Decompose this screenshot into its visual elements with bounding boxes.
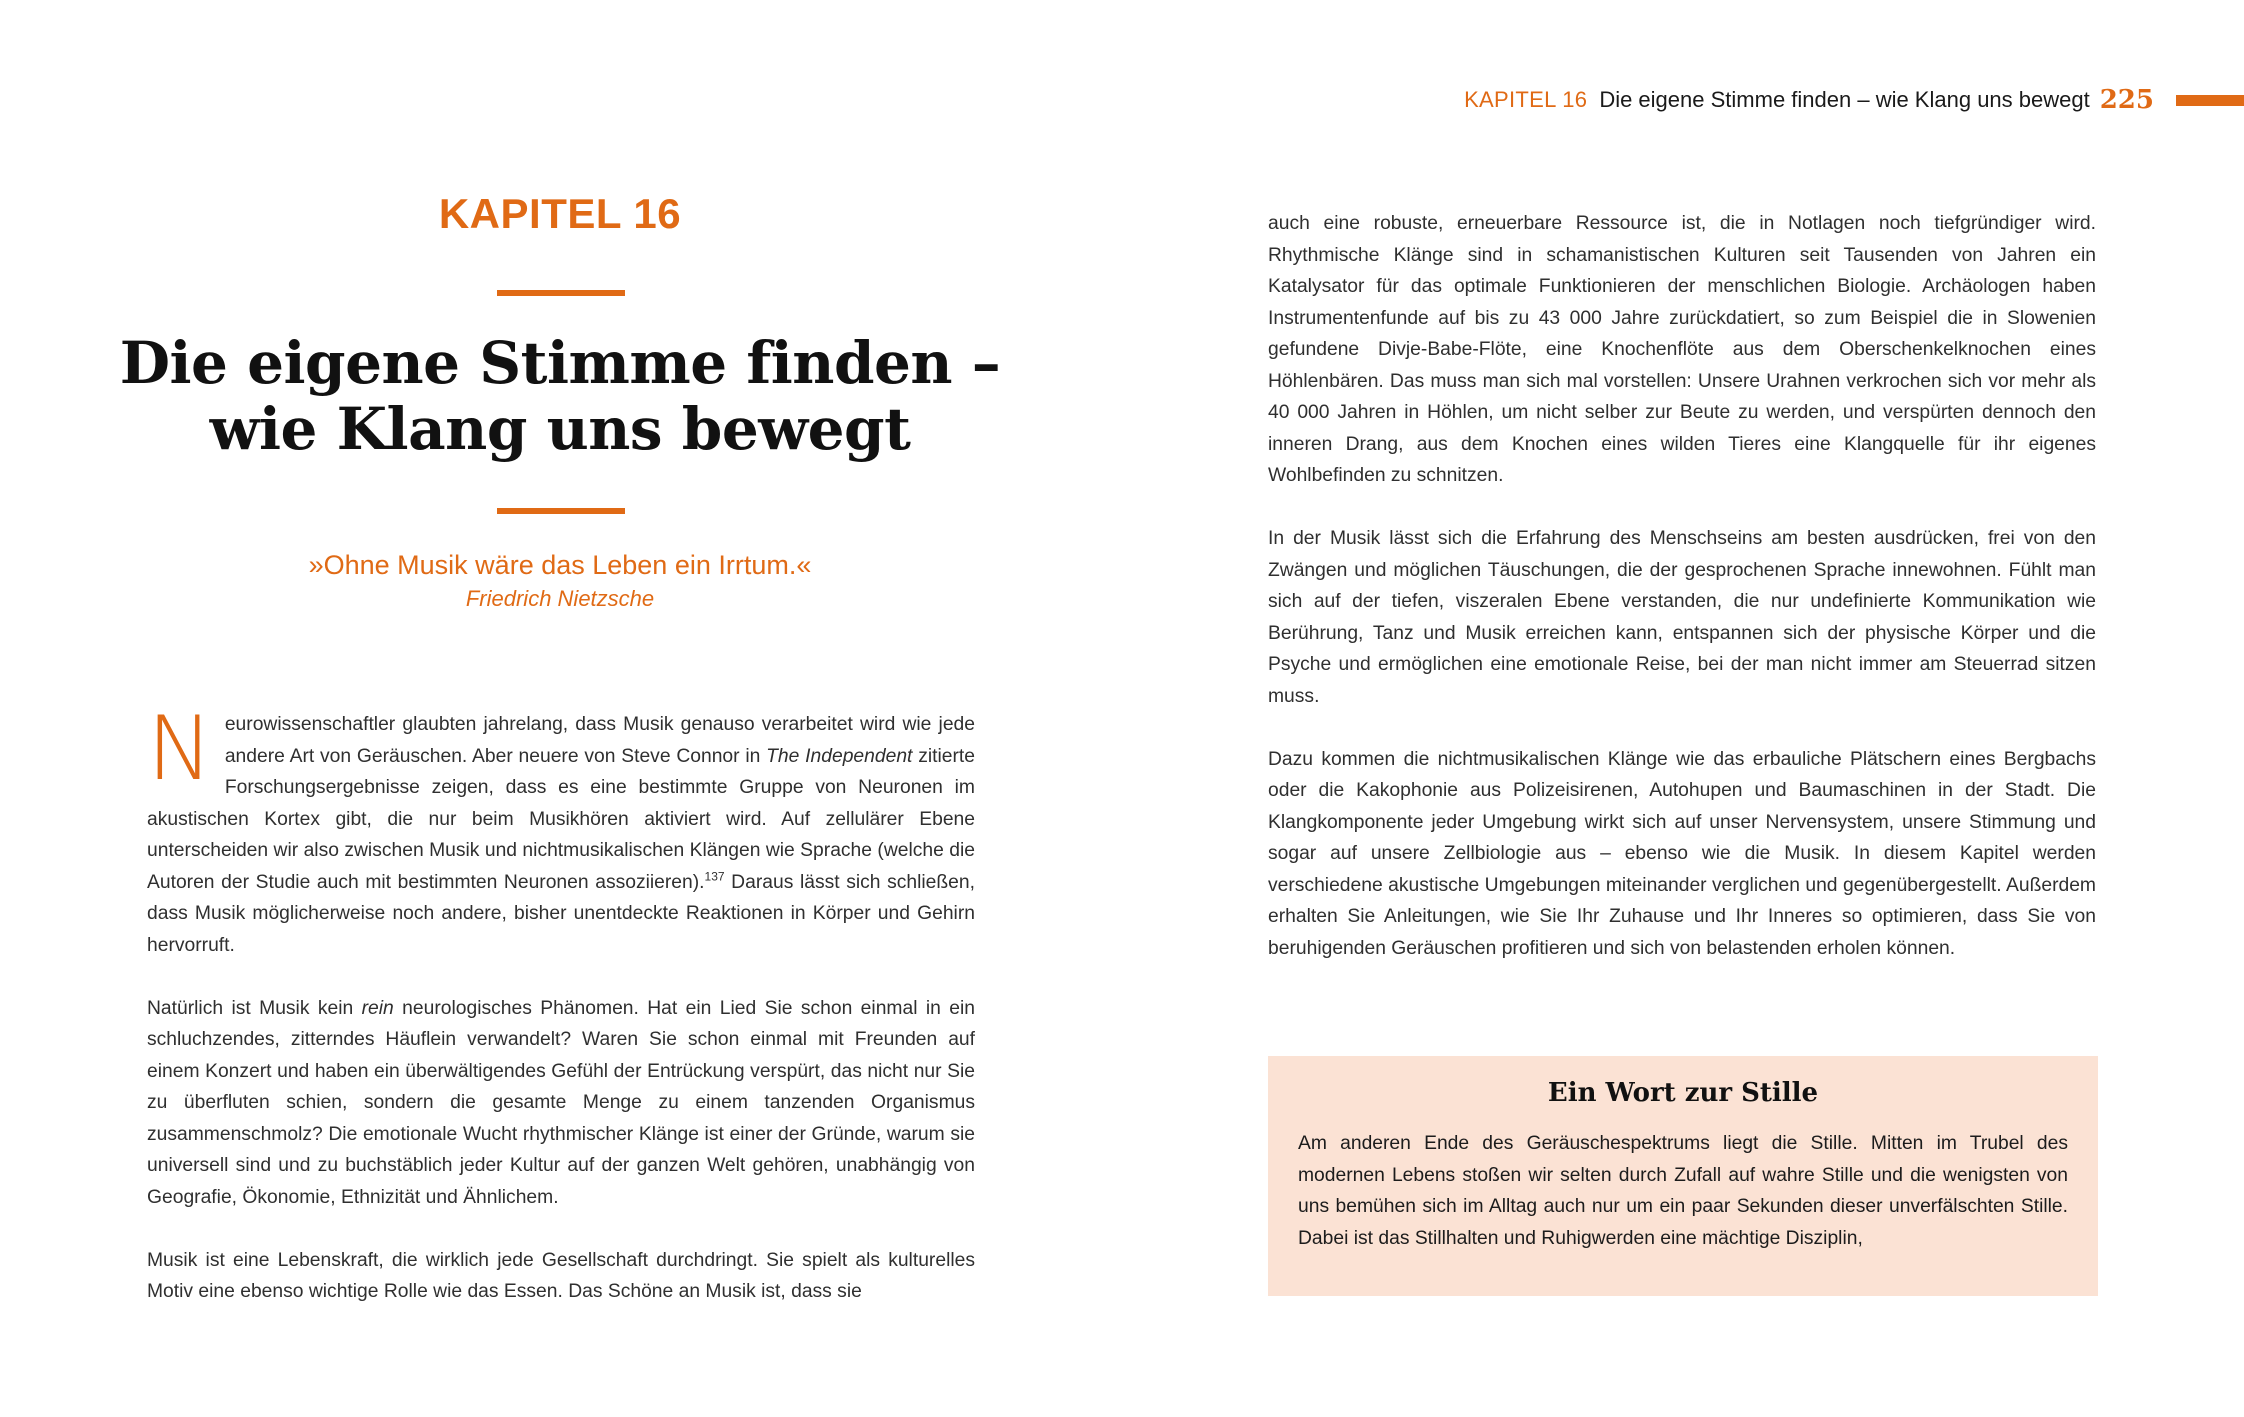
info-box-text: Am anderen Ende des Geräuschespektrums liegt die Stille. Mitten im Trubel des modernen Lebens stoßen wir selten durch Zufall auf wahre Stille und die wenigsten von uns bemühen sich im Alltag auch nur um ein paar Sekunden dieser unverfälschten Stille. Dabei ist das Stillhalten und Ruhigwerden eine mächtige Disziplin, [1298,1133,2068,1249]
footnote-reference: 137 [704,869,725,884]
paragraph-text: Natürlich ist Musik kein [147,997,362,1019]
paragraph: Musik ist eine Lebenskraft, die wirklich jede Gesellschaft durchdringt. Sie spielt als kulturelles Motiv eine ebenso wichtige Rolle wie das Essen. Das Schöne an Musik ist, dass sie [147,1249,975,1302]
paragraph-text: eurowissenschaftler glaubten jahrelang, dass Musik genauso verarbeitet wird wie jede andere Art von Geräuschen. Aber neuere von Steve Connor in [224,714,975,767]
epigraph [200,547,920,615]
paragraph-text: Daraus lässt sich schließen, dass Musik möglicherweise noch andere, bisher unentdeckte Reaktionen in Körper und Gehirn hervorruft. [147,871,975,956]
chapter-title-line-2: wie Klang uns bewegt [209,395,911,463]
chapter-title [100,330,1020,462]
chapter-rule-top [497,290,625,296]
chapter-rule-bottom [497,508,625,514]
emphasis: rein [361,997,394,1019]
drop-cap: N [147,697,213,800]
info-box-title: Ein Wort zur Stille [1547,1078,1819,1108]
left-body-column [147,697,975,1308]
paragraph [147,993,975,1214]
epigraph-author: Friedrich Nietzsche [465,586,655,611]
running-header [1464,82,2244,118]
publication-name: The Independent [766,745,913,767]
paragraph-text: neurologisches Phänomen. Hat ein Lied Sie schon einmal in ein schluchzendes, zitterndes Häuflein verwandelt? Waren Sie schon einmal mit Freunden auf einem Konzert und haben ein überwältigendes Gefühl der Entrückung verspürt, das nicht nur Sie zu überfluten schien, sondern die gesamte Menge zu einem tanzenden Organismus zusammenschmolz? Die emotionale Wucht rhythmischer Klänge ist einer der Gründe, warum sie universell sind und zu buchstäblich jeder Kultur auf der ganzen Welt gehören, unabhängig von Geografie, Ökonomie, Ethnizität und Ähnlichem. [147,997,975,1208]
running-header-title: Die eigene Stimme finden – wie Klang uns bewegt [1599,87,2090,112]
chapter-title-line-1: Die eigene Stimme finden – [119,329,1001,397]
paragraph: auch eine robuste, erneuerbare Ressource ist, die in Notlagen noch tiefgründiger wird. Rhythmische Klänge sind in schamanistischen Kulturen seit Tausenden von Jahren ein Katalysator für das optimale Funktionieren der menschlichen Biologie. Archäologen haben Instrumentenfunde auf bis zu 43 000 Jahre zurückdatiert, so zum Beispiel die in Slowenien gefundene Divje-Babe-Flöte, eine Knochenflöte aus dem Oberschenkelknochen eines Höhlenbären. Das muss man sich mal vorstellen: Unsere Urahnen verkrochen sich vor mehr als 40 000 Jahren in Höhlen, um nicht selber zur Beute zu werden, und verspürten dennoch den inneren Drang, aus dem Knochen eines wilden Tieres eine Klangquelle für ihr eigenes Wohlbefinden zu schnitzen. [1268,213,2096,486]
paragraph: In der Musik lässt sich die Erfahrung des Menschseins am besten ausdrücken, frei von den Zwängen und möglichen Täuschungen, die der gesprochenen Sprache innewohnen. Fühlt man sich auf der tiefen, viszeralen Ebene verstanden, die nur undefinierte Kommunikation wie Berührung, Tanz und Musik erreichen kann, entspannen sich der physische Körper und die Psyche und ermöglichen eine emotionale Reise, bei der man nicht immer am Steuerrad sitzen muss. [1268,528,2096,707]
chapter-label: KAPITEL 16 [438,190,682,237]
paragraph: Dazu kommen die nichtmusikalischen Klänge wie das erbauliche Plätschern eines Bergbachs oder die Kakophonie aus Polizeisirenen, Autohupen und Baumaschinen in der Stadt. Die Klangkomponente jeder Umgebung wirkt sich auf unser Nervensystem, unsere Stimmung und sogar auf unsere Zellbiologie aus – ebenso wie die Musik. In diesem Kapitel werden verschiedene akustische Umgebungen miteinander verglichen und gegenübergestellt. Außerdem erhalten Sie Anleitungen, wie Sie Ihr Zuhause und Ihr Inneres so optimieren, dass Sie von beruhigenden Geräuschen profitieren und sich von belastenden erholen können. [1268,748,2096,959]
epigraph-quote: »Ohne Musik wäre das Leben ein Irrtum.« [308,550,812,580]
info-box [1268,1056,2098,1296]
header-accent-bar [2176,95,2244,106]
running-header-chapter: KAPITEL 16 [1464,87,1588,112]
paragraph-text: zitierte Forschungsergebnisse zeigen, dass es eine bestimmte Gruppe von Neuronen im akustischen Kortex gibt, die nur beim Musikhören aktiviert wird. Auf zellulärer Ebene unterscheiden wir also zwischen Musik und nichtmusikalischen Klängen wie Sprache (welche die Autoren der Studie auch mit bestimmten Neuronen assoziieren). [147,745,975,893]
paragraph [147,697,975,961]
page-number: 225 [2099,85,2154,115]
right-body-column [1268,208,2096,964]
